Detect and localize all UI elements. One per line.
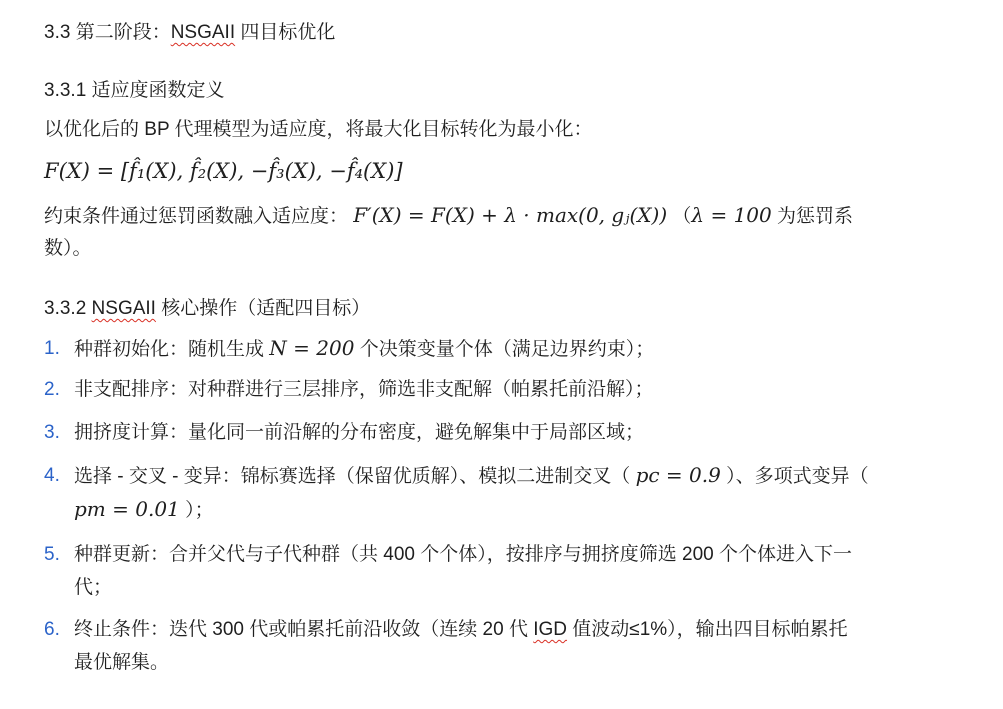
list-item bbox=[44, 332, 994, 366]
subsection-title-core-ops bbox=[44, 293, 370, 320]
list-item bbox=[44, 613, 994, 679]
list-item bbox=[44, 459, 994, 527]
list-item-text bbox=[74, 332, 994, 366]
section-title-prefix: 3.3 第二阶段： bbox=[44, 22, 171, 43]
list-text-a: 种群初始化：随机生成 bbox=[74, 339, 265, 360]
constraint-paren: （ bbox=[672, 206, 692, 227]
constraint-prefix: 约束条件通过惩罚函数融入适应度： bbox=[44, 206, 349, 227]
list-math: N = 200 bbox=[269, 336, 355, 360]
section-title bbox=[44, 17, 335, 44]
list-item-text bbox=[74, 613, 994, 679]
list-number: 5. bbox=[44, 544, 60, 565]
list-math: pc = 0.9 bbox=[635, 463, 721, 487]
intro-paragraph: 以优化后的 BP 代理模型为适应度，将最大化目标转化为最小化： bbox=[44, 119, 593, 140]
constraint-paragraph bbox=[44, 199, 853, 233]
constraint-suffix: 为惩罚系 bbox=[777, 206, 854, 227]
constraint-lambda: λ = 100 bbox=[691, 203, 772, 227]
subsection-title-fitness: 3.3.1 适应度函数定义 bbox=[44, 80, 225, 101]
list-item-text bbox=[74, 459, 994, 527]
list-text-c: ）； bbox=[185, 500, 214, 521]
constraint-wrap: 数）。 bbox=[44, 238, 92, 259]
list-text-b: 值波动≤1%），输出四目标帕累托 bbox=[567, 619, 848, 640]
list-math-2: pm = 0.01 bbox=[74, 497, 180, 521]
list-number: 6. bbox=[44, 619, 60, 640]
list-text-a: 选择 - 交叉 - 变异：锦标赛选择（保留优质解）、模拟二进制交叉（ bbox=[74, 466, 631, 487]
list-item-text: 非支配排序：对种群进行三层排序，筛选非支配解（帕累托前沿解）； bbox=[74, 379, 654, 400]
list-text-b: 个决策变量个体（满足边界约束）； bbox=[359, 339, 655, 360]
section-title-term: NSGAII bbox=[170, 22, 236, 43]
list-text-a: 终止条件：迭代 300 代或帕累托前沿收敛（连续 20 代 bbox=[74, 619, 534, 640]
list-item-text bbox=[74, 538, 994, 604]
list-item bbox=[44, 373, 994, 406]
sub2-title-term: NSGAII bbox=[91, 298, 156, 319]
list-text-wrap: 代； bbox=[74, 577, 113, 598]
list-text-b: ）、多项式变异（ bbox=[726, 466, 869, 487]
section-title-suffix: 四目标优化 bbox=[235, 22, 336, 43]
list-term: IGD bbox=[533, 619, 568, 640]
list-item-text: 拥挤度计算：量化同一前沿解的分布密度，避免解集中于局部区域； bbox=[74, 422, 645, 443]
sub2-title-suffix: 核心操作（适配四目标） bbox=[155, 298, 371, 319]
list-item bbox=[44, 538, 994, 604]
constraint-formula: F′(X) = F(X) + λ · max(0, gⱼ(X)) bbox=[353, 203, 668, 227]
list-number: 3. bbox=[44, 422, 60, 443]
sub2-title-prefix: 3.3.2 bbox=[44, 298, 92, 319]
list-number: 4. bbox=[44, 465, 60, 486]
list-number: 2. bbox=[44, 379, 60, 400]
list-number: 1. bbox=[44, 338, 60, 359]
list-text-a: 种群更新：合并父代与子代种群（共 400 个个体），按排序与拥挤度筛选 200 个个体进入下一 bbox=[74, 544, 853, 565]
main-formula: F(X) = [f̂₁(X), f̂₂(X), −f̂₃(X), −f̂₄(X)] bbox=[44, 159, 403, 183]
list-item bbox=[44, 416, 994, 449]
list-text-wrap: 最优解集。 bbox=[74, 652, 170, 673]
